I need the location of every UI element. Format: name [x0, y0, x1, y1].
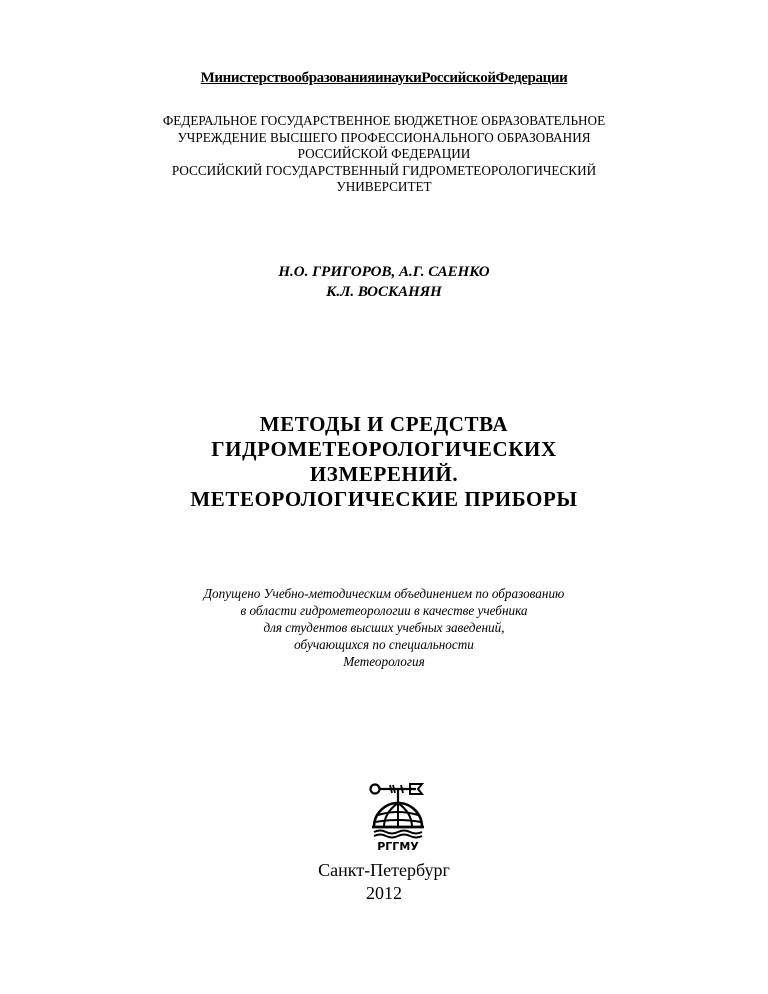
institution-line: РОССИЙСКОЙ ФЕДЕРАЦИИ	[297, 146, 471, 161]
ministry-heading: МинистерствообразованияинаукиРоссийскойФедерации	[200, 70, 568, 86]
approval-line: обучающихся по специальности	[294, 637, 474, 652]
logo-text: РГГМУ	[377, 840, 419, 853]
approval-note	[0, 585, 768, 670]
author-line: Н.О. ГРИГОРОВ, А.Г. САЕНКО	[278, 264, 490, 280]
institution-line: УНИВЕРСИТЕТ	[336, 179, 432, 194]
publication-year: 2012	[366, 883, 402, 903]
approval-line: Допущено Учебно-методическим объединением по образованию	[203, 586, 565, 601]
authors	[0, 262, 768, 302]
institution-line: РОССИЙСКИЙ ГОСУДАРСТВЕННЫЙ ГИДРОМЕТЕОРОЛОГИЧЕСКИЙ	[171, 162, 597, 178]
author-line: К.Л. ВОСКАНЯН	[326, 284, 442, 300]
publication-city: Санкт-Петербург	[318, 860, 450, 880]
title-line: ИЗМЕРЕНИЙ.	[309, 462, 459, 486]
institution-line: ФЕДЕРАЛЬНОЕ ГОСУДАРСТВЕННОЕ БЮДЖЕТНОЕ ОБРАЗОВАТЕЛЬНОЕ	[162, 113, 606, 128]
institution-line: УЧРЕЖДЕНИЕ ВЫСШЕГО ПРОФЕССИОНАЛЬНОГО ОБРАЗОВАНИЯ	[177, 129, 591, 145]
approval-line: для студентов высших учебных заведений,	[263, 620, 505, 635]
title-line: МЕТЕОРОЛОГИЧЕСКИЕ ПРИБОРЫ	[190, 487, 578, 511]
title-line: ГИДРОМЕТЕОРОЛОГИЧЕСКИХ	[211, 437, 557, 461]
title-line: МЕТОДЫ И СРЕДСТВА	[259, 412, 509, 436]
approval-line: в области гидрометеорологии в качестве учебника	[240, 603, 528, 618]
university-logo	[366, 783, 430, 853]
rsmu-weathervane-globe-logo-icon	[366, 783, 430, 853]
approval-line: Метеорология	[343, 654, 425, 669]
book-title	[0, 412, 768, 512]
institution-name	[0, 113, 768, 196]
